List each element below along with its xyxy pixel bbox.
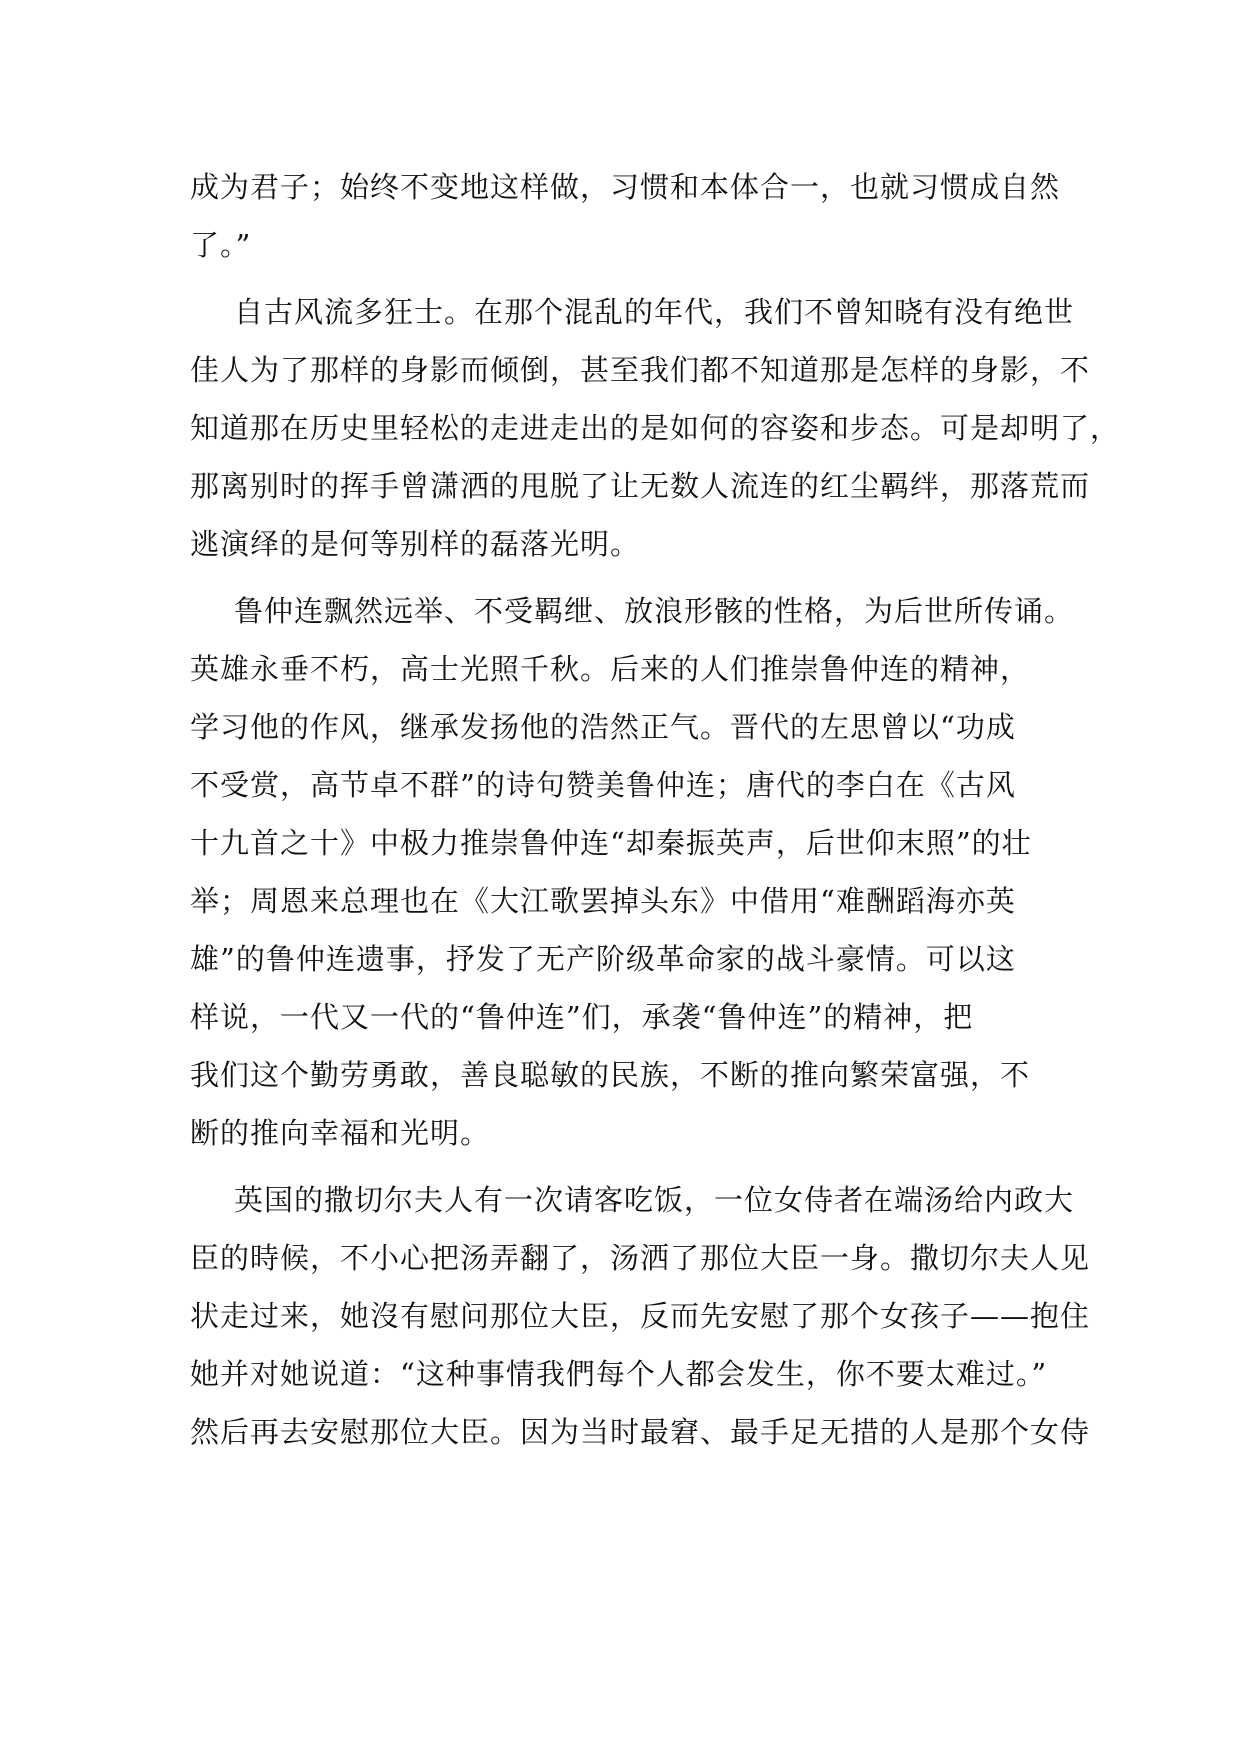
text-line: 自古风流多狂士。在那个混乱的年代，我们不曾知晓有没有绝世 — [234, 295, 1075, 329]
paragraph — [190, 283, 1121, 573]
text-line: 鲁仲连飘然远举、不受羁绁、放浪形骸的性格，为后世所传诵。 — [234, 594, 1075, 628]
text-line: 我们这个勤劳勇敢，善良聪敏的民族，不断的推向繁荣富强，不 — [190, 1058, 1031, 1092]
text-line: 逃演绎的是何等别样的磊落光明。 — [190, 527, 641, 561]
text-line: 断的推向幸福和光明。 — [190, 1116, 491, 1150]
text-line: 知道那在历史里轻松的走进走出的是如何的容姿和步态。可是却明了， — [190, 411, 1121, 445]
text-line: 佳人为了那样的身影而倾倒，甚至我们都不知道那是怎样的身影，不 — [190, 353, 1091, 387]
text-line: 臣的時候，不小心把汤弄翻了，汤洒了那位大臣一身。撒切尔夫人见 — [190, 1241, 1091, 1275]
text-line: 她并对她说道：“这种事情我們每个人都会发生，你不要太难过。” — [190, 1357, 1048, 1391]
text-line: 英国的撒切尔夫人有一次请客吃饭，一位女侍者在端汤给内政大 — [234, 1183, 1075, 1217]
text-line: 状走过来，她沒有慰问那位大臣，反而先安慰了那个女孩子——抱住 — [190, 1299, 1091, 1333]
text-line: 学习他的作风，继承发扬他的浩然正气。晋代的左思曾以“功成 — [190, 710, 1016, 744]
text-line: 十九首之十》中极力推崇鲁仲连“却秦振英声，后世仰末照”的壮 — [190, 826, 1032, 860]
text-line: 然后再去安慰那位大臣。因为当时最窘、最手足无措的人是那个女侍 — [190, 1415, 1091, 1449]
text-line: 不受赏，高节卓不群”的诗句赞美鲁仲连；唐代的李白在《古风 — [190, 768, 1016, 802]
text-line: 成为君子；始终不变地这样做，习惯和本体合一，也就习惯成自然 — [190, 170, 1061, 204]
paragraph — [190, 582, 1075, 1162]
text-line: 了。” — [190, 228, 252, 262]
text-line: 英雄永垂不朽，高士光照千秋。后来的人们推崇鲁仲连的精神， — [190, 652, 1031, 686]
paragraph — [190, 158, 1060, 274]
text-line: 那离别时的挥手曾潇洒的甩脱了让无数人流连的红尘羁绊，那落荒而 — [190, 469, 1091, 503]
paragraph — [190, 1171, 1091, 1461]
text-line: 雄”的鲁仲连遗事，抒发了无产阶级革命家的战斗豪情。可以这 — [190, 942, 1016, 976]
text-line: 举；周恩来总理也在《大江歌罢掉头东》中借用“难酬蹈海亦英 — [190, 884, 1016, 918]
text-line: 样说，一代又一代的“鲁仲连”们，承袭“鲁仲连”的精神，把 — [190, 1000, 974, 1034]
body-text — [190, 158, 1121, 1461]
